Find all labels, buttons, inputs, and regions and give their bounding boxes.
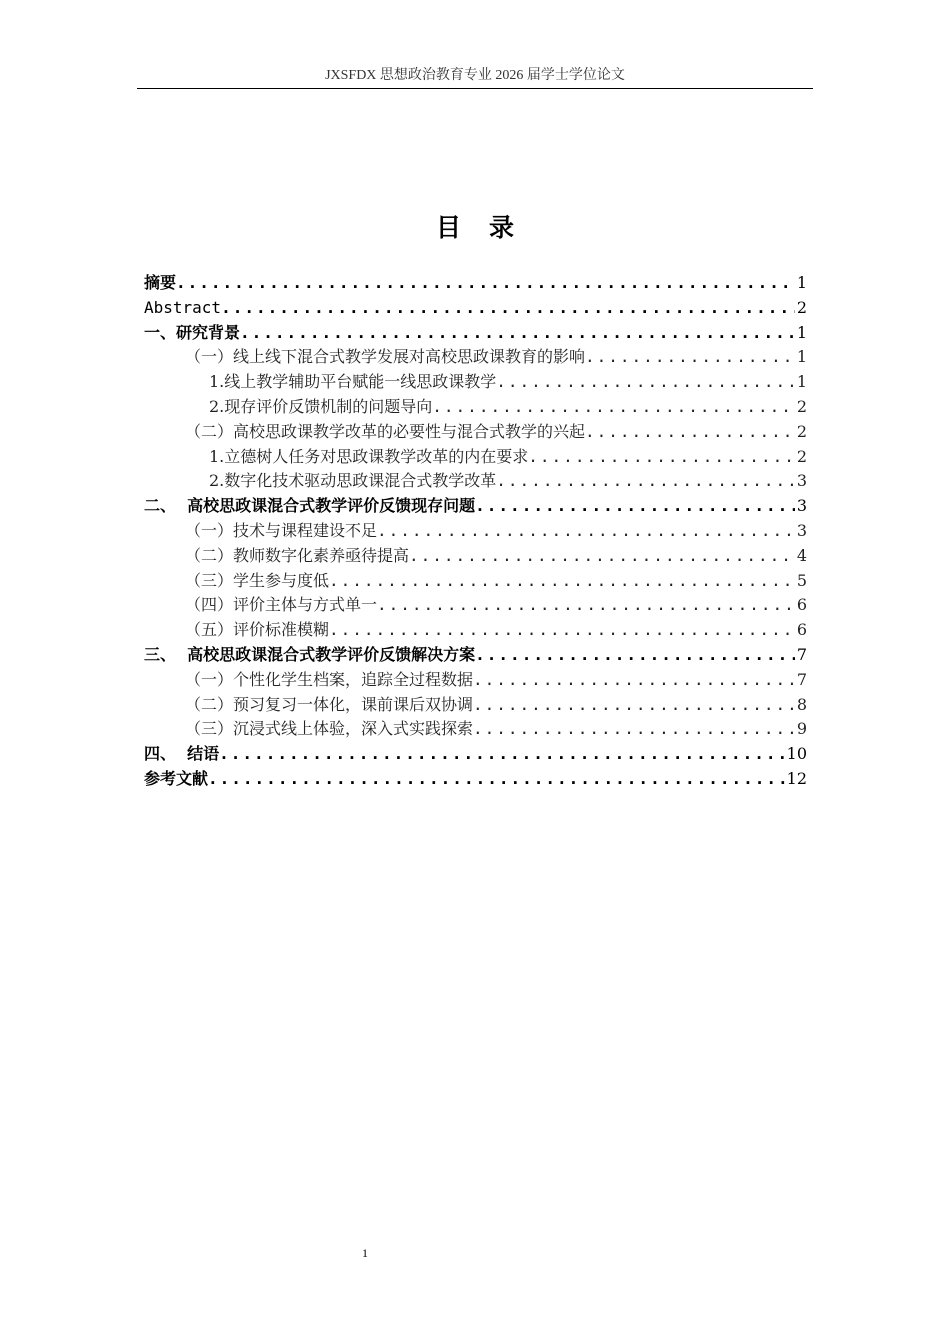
toc-entry-label: Abstract [144,297,222,317]
dot-leader [475,494,795,519]
toc-entry-page: 10 [786,744,807,764]
dot-leader [377,593,795,618]
dot-leader [240,321,795,346]
toc-title: 目录 [435,213,542,242]
dot-leader [528,445,795,470]
toc-entry[interactable] [144,618,807,643]
toc-entry[interactable] [144,494,807,519]
toc-entry-page: 3 [796,496,807,516]
toc-entry-page: 1 [796,372,807,392]
toc-entry-page: 3 [796,520,807,540]
dot-leader [473,668,795,693]
toc-entry-page: 6 [796,595,807,615]
toc-entry-label: 2.现存评价反馈机制的问题导向 [209,396,433,416]
toc-entry[interactable] [144,321,807,346]
toc-entry-page: 7 [796,644,807,664]
toc-entry-page: 2 [796,396,807,416]
dot-leader [219,742,784,767]
toc-entry-label: 1.立德树人任务对思政课教学改革的内在要求 [209,446,529,466]
toc-entry-label: （二）教师数字化素养亟待提高 [185,545,410,565]
toc-entry-label: 2.数字化技术驱动思政课混合式教学改革 [209,471,497,491]
table-of-contents [144,271,807,792]
toc-entry[interactable] [144,395,807,420]
dot-leader [473,693,795,718]
toc-entry-page: 12 [786,768,807,788]
dot-leader [409,544,795,569]
toc-entry-page: 1 [796,347,807,367]
page-number: 1 [362,1246,368,1260]
toc-entry-page: 1 [796,273,807,292]
toc-entry[interactable] [144,296,807,321]
toc-entry-page: 6 [796,620,807,640]
toc-entry[interactable] [144,593,807,618]
dot-leader [221,296,795,321]
toc-entry[interactable] [144,544,807,569]
toc-entry[interactable] [144,569,807,594]
toc-entry-label: 三、 高校思政课混合式教学评价反馈解决方案 [144,644,476,664]
toc-entry-label: （三）学生参与度低 [185,570,330,590]
toc-entry-page: 2 [796,421,807,441]
page-header: JXSFDX 思想政治教育专业 2026 届学士学位论文 [325,68,625,83]
dot-leader [496,370,795,395]
toc-entry-page: 3 [796,471,807,491]
toc-entry-label: （一）个性化学生档案，追踪全过程数据 [185,669,474,689]
toc-entry-label: （二）预习复习一体化，课前课后双协调 [185,694,474,714]
toc-entry[interactable] [144,643,807,668]
toc-entry-label: 二、 高校思政课混合式教学评价反馈现存问题 [144,496,476,516]
toc-entry-page: 1 [796,322,807,342]
toc-entry[interactable] [144,345,807,370]
toc-entry-page: 2 [796,297,807,317]
toc-entry[interactable] [144,717,807,742]
dot-leader [473,717,795,742]
dot-leader [208,767,785,792]
dot-leader [475,643,795,668]
toc-entry-label: （一）技术与课程建设不足 [185,520,378,540]
toc-entry-page: 7 [796,669,807,689]
dot-leader [329,569,795,594]
dot-leader [585,420,795,445]
toc-entry-label: （五）评价标准模糊 [185,620,330,640]
toc-entry-label: （一）线上线下混合式教学发展对高校思政课教育的影响 [185,347,586,367]
toc-entry[interactable] [144,668,807,693]
toc-entry[interactable] [144,271,807,296]
toc-entry-page: 4 [796,545,807,565]
header-rule [137,88,813,89]
toc-entry-label: 四、 结语 [144,744,220,764]
toc-entry-page: 9 [796,719,807,739]
toc-entry-label: （四）评价主体与方式单一 [185,595,378,615]
toc-entry-label: 1.线上教学辅助平台赋能一线思政课教学 [209,372,497,392]
toc-entry[interactable] [144,445,807,470]
toc-entry-label: （三）沉浸式线上体验，深入式实践探索 [185,719,474,739]
toc-entry-label: 一、研究背景 [144,322,241,342]
toc-entry[interactable] [144,693,807,718]
toc-entry[interactable] [144,519,807,544]
toc-entry[interactable] [144,742,807,767]
toc-entry[interactable] [144,469,807,494]
toc-entry-label: 摘要 [144,273,177,292]
toc-entry-label: 参考文献 [144,768,209,788]
toc-entry-page: 2 [796,446,807,466]
toc-entry[interactable] [144,370,807,395]
dot-leader [176,271,795,296]
dot-leader [496,469,795,494]
toc-entry[interactable] [144,767,807,792]
dot-leader [377,519,795,544]
toc-entry[interactable] [144,420,807,445]
dot-leader [585,345,795,370]
dot-leader [329,618,795,643]
toc-entry-label: （二）高校思政课教学改革的必要性与混合式教学的兴起 [185,421,586,441]
dot-leader [432,395,795,420]
toc-entry-page: 8 [796,694,807,714]
toc-entry-page: 5 [796,570,807,590]
